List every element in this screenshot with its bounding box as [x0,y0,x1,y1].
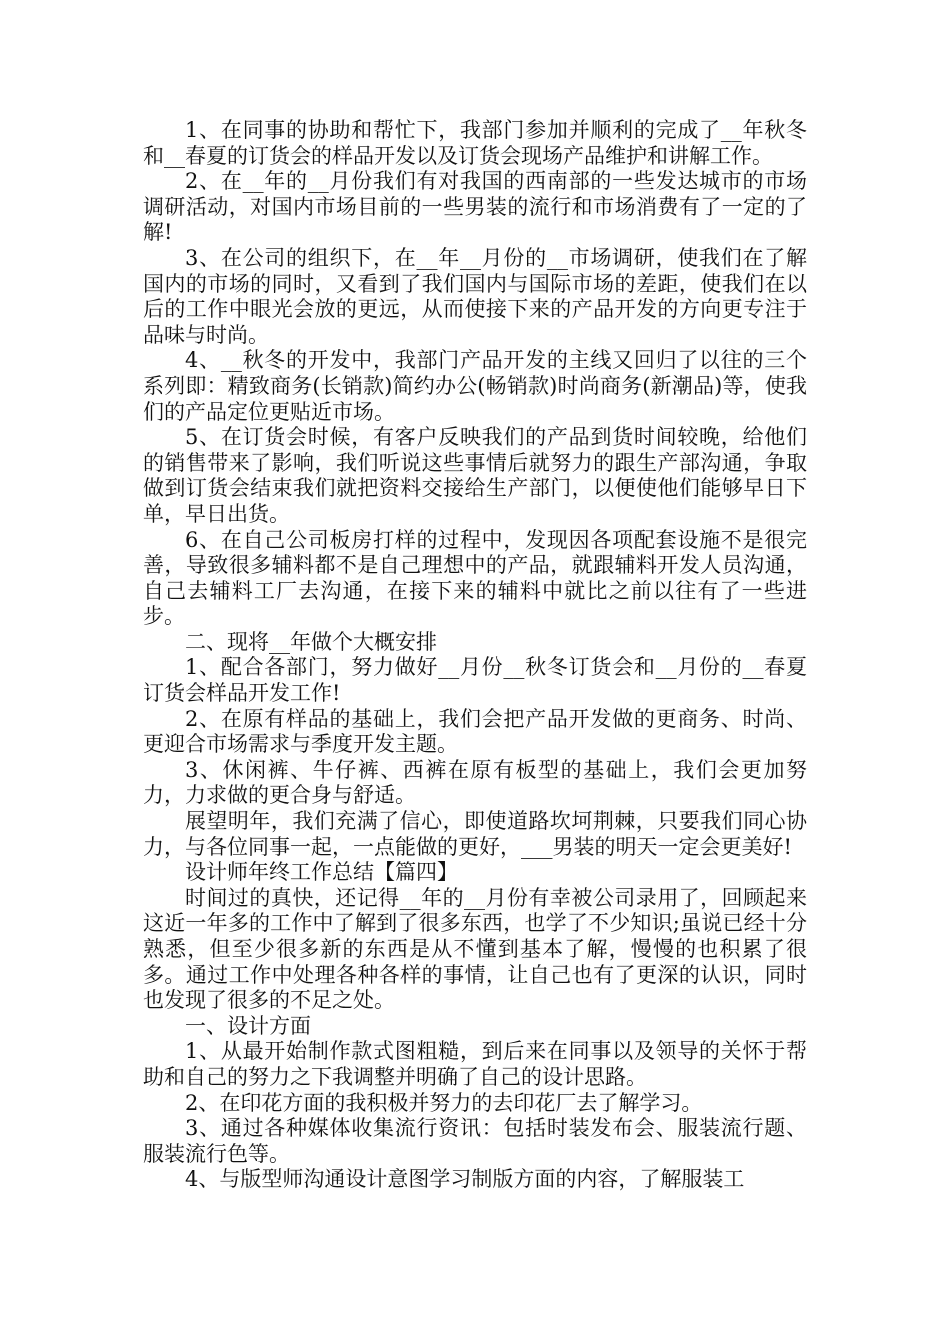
design-item-4: 4、与版型师沟通设计意图学习制版方面的内容，了解服装工 [185,1167,745,1192]
paragraph-3: 3、在公司的组织下，在__年__月份的__市场调研，使我们在了解国内的市场的同时，又看到了我们国内与国际市场的差距，使我们在以后的工作中眼光会放的更远，从而使接下来的产品开发的方向更专注于品味与时尚。 [143,245,807,347]
design-item-2: 2、在印花方面的我积极并努力的去印花厂去了解学习。 [185,1090,703,1115]
outlook-paragraph: 展望明年，我们充满了信心，即使道路坎坷荆棘，只要我们同心协力，与各位同事一起，一点能做的更好，___男装的明天一定会更美好! [143,809,807,859]
section-title-part-four: 设计师年终工作总结【篇四】 [185,860,458,885]
section-heading-plan: 二、现将__年做个大概安排 [185,629,437,654]
document-body [143,118,807,1193]
paragraph-1: 1、在同事的协助和帮忙下，我部门参加并顺利的完成了__年秋冬和__春夏的订货会的样品开发以及订货会现场产品维护和讲解工作。 [143,118,807,168]
paragraph-6: 6、在自己公司板房打样的过程中，发现因各项配套设施不是很完善，导致很多辅料都不是自己理想中的产品，就跟辅料开发人员沟通，自己去辅料工厂去沟通，在接下来的辅料中就比之前以往有了一些进步。 [143,527,807,629]
design-item-1: 1、从最开始制作款式图粗糙，到后来在同事以及领导的关怀于帮助和自己的努力之下我调整并明确了自己的设计思路。 [143,1039,807,1089]
plan-item-3: 3、休闲裤、牛仔裤、西裤在原有板型的基础上，我们会更加努力，力求做的更合身与舒适。 [143,757,807,808]
plan-item-1: 1、配合各部门，努力做好__月份__秋冬订货会和__月份的__春夏订货会样品开发工作! [143,655,807,706]
intro-paragraph: 时间过的真快，还记得__年的__月份有幸被公司录用了，回顾起来这近一年多的工作中了解到了很多东西，也学了不少知识;虽说已经十分熟悉，但至少很多新的东西是从不懂到基本了解，慢慢的也积累了很多。通过工作中处理各种各样的事情，让自己也有了更深的认识，同时也发现了很多的不足之处。 [143,885,807,1013]
paragraph-5: 5、在订货会时候，有客户反映我们的产品到货时间较晚，给他们的销售带来了影响，我们听说这些事情后就努力的跟生产部沟通，争取做到订货会结束我们就把资料交接给生产部门，以便使他们能够早日下单，早日出货。 [143,425,807,526]
design-item-3: 3、通过各种媒体收集流行资讯：包括时装发布会、服装流行题、服装流行色等。 [143,1116,807,1166]
paragraph-4: 4、__秋冬的开发中，我部门产品开发的主线又回归了以往的三个系列即：精致商务(长销款)简约办公(畅销款)时尚商务(新潮品)等，使我们的产品定位更贴近市场。 [143,348,807,424]
section-heading-design: 一、设计方面 [185,1013,311,1038]
plan-item-2: 2、在原有样品的基础上，我们会把产品开发做的更商务、时尚、更迎合市场需求与季度开发主题。 [143,706,807,757]
paragraph-2: 2、在__年的__月份我们有对我国的西南部的一些发达城市的市场调研活动，对国内市场目前的一些男装的流行和市场消费有了一定的了解! [143,169,807,245]
